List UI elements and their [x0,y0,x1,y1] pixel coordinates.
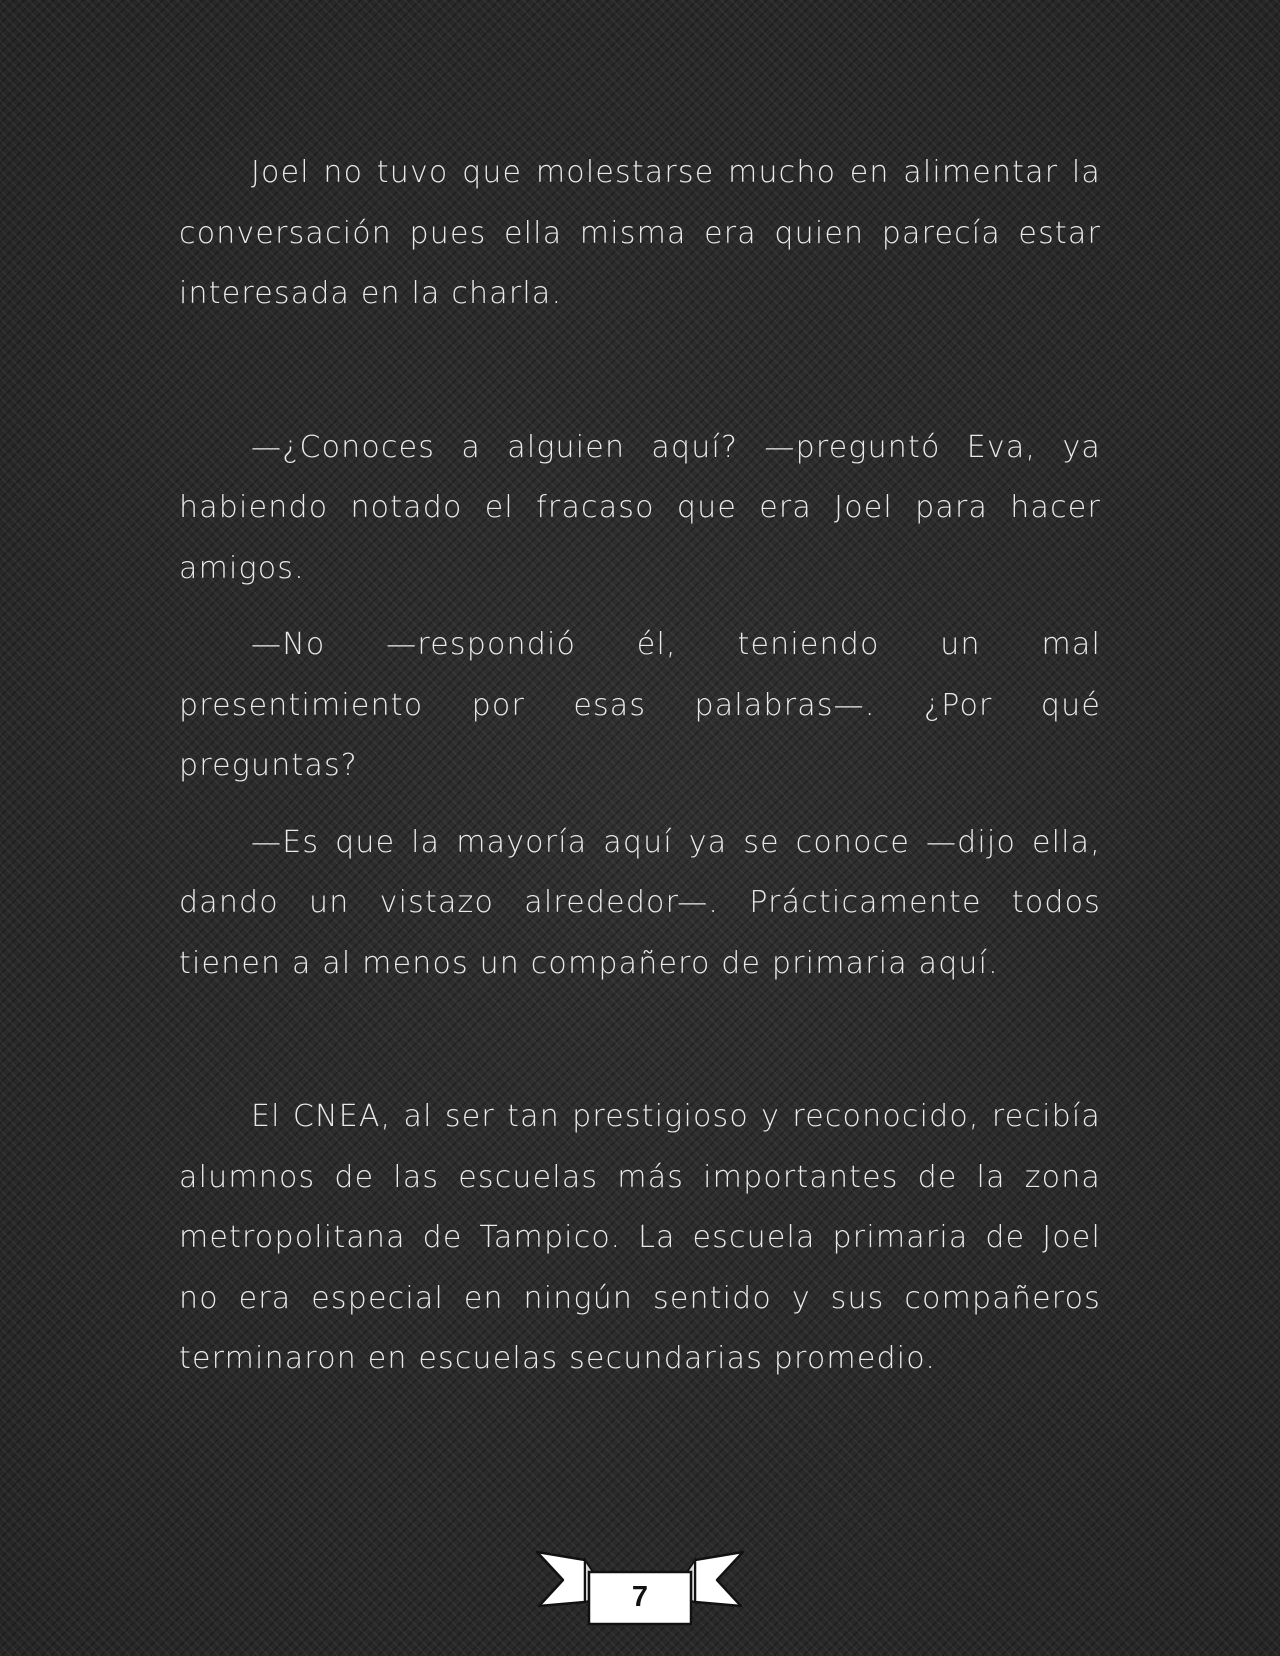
paragraph-4: —Es que la mayoría aquí ya se conoce —dijo ella, dando un vistazo alrededor—. Prácticamente todos tienen a al menos un compañero de primaria aquí. [179,824,1101,981]
paragraph-1: Joel no tuvo que molestarse mucho en alimentar la conversación pues ella misma era quien parecía estar interesada en la charla. [179,155,1101,311]
paragraph-3: —No —respondió él, teniendo un mal presentimiento por esas palabras—. ¿Por qué preguntas? [179,627,1101,783]
page-number-banner [533,1550,747,1630]
page-number: 7 [631,1581,649,1613]
paragraph-2: —¿Conoces a alguien aquí? —preguntó Eva, ya habiendo notado el fracaso que era Joel para hacer amigos. [179,429,1101,586]
book-page-body [179,143,1101,1390]
paragraph-5: El CNEA, al ser tan prestigioso y reconocido, recibía alumnos de las escuelas más importantes de la zona metropolitana de Tampico. La escuela primaria de Joel no era especial en ningún sentido y sus compañeros terminaron en escuelas secundarias promedio. [179,1099,1101,1376]
